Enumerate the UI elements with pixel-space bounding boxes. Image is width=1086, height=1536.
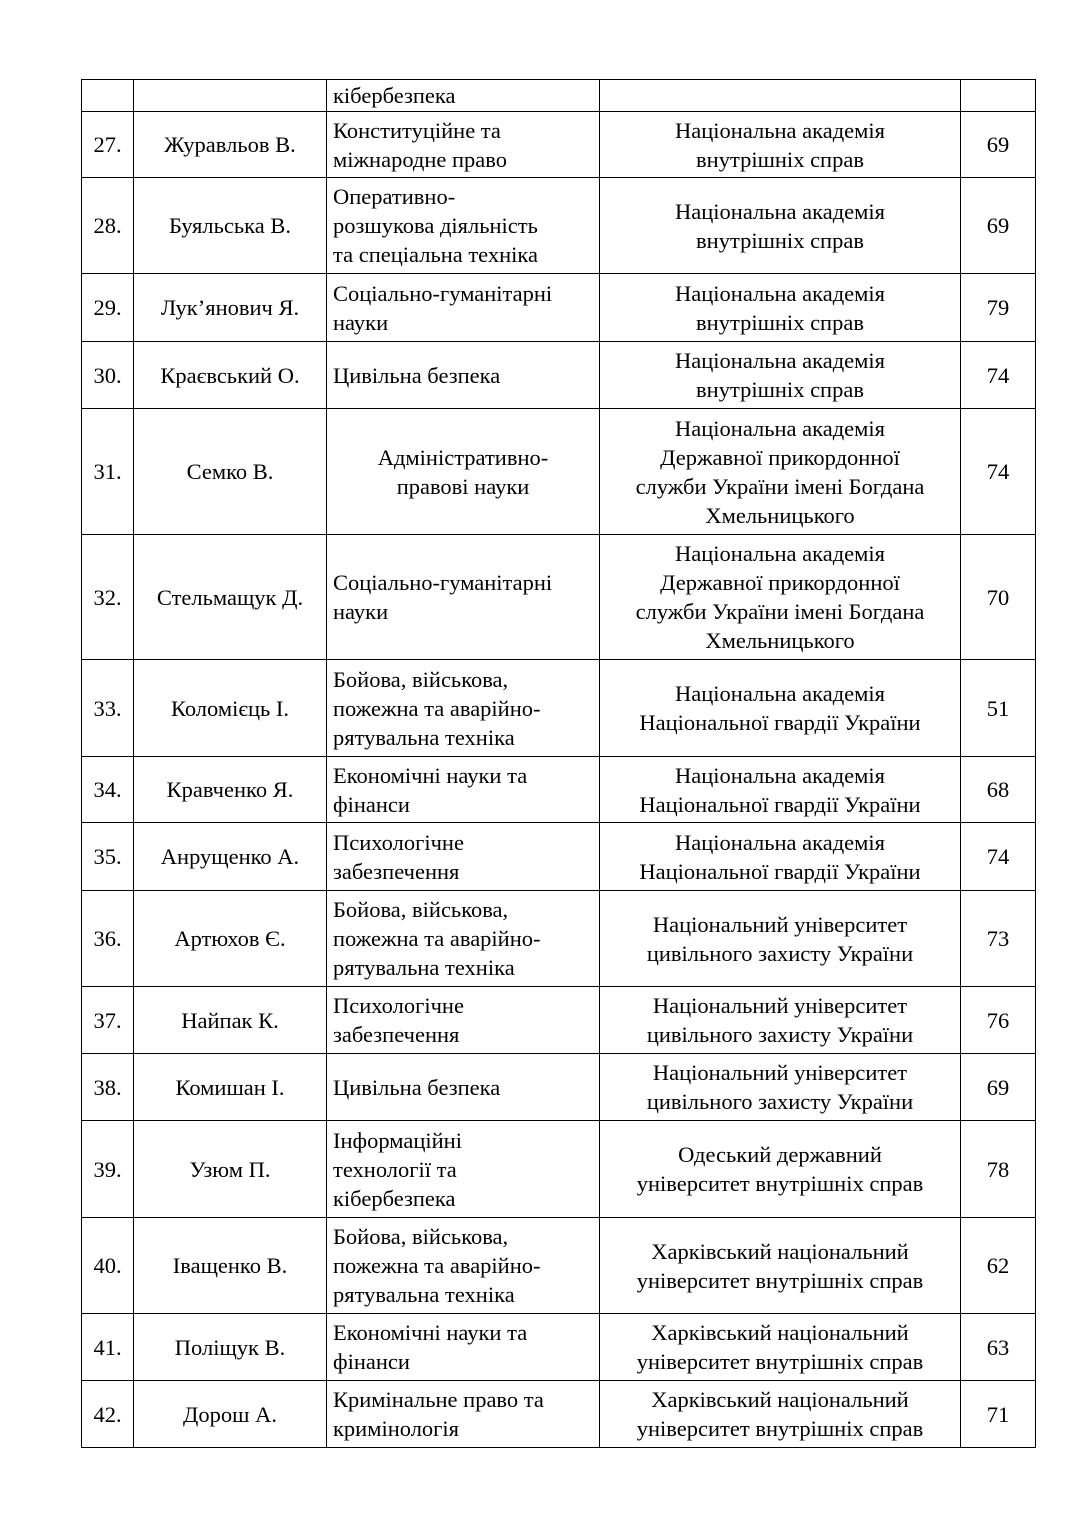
table-row	[82, 823, 1036, 891]
specialty	[327, 891, 600, 987]
student-name: Кравченко Я.	[134, 757, 327, 823]
institution	[600, 891, 961, 987]
score: 73	[961, 891, 1036, 987]
student-name: Лук’янович Я.	[134, 274, 327, 342]
row-number: 35.	[82, 823, 134, 891]
institution-line: університет внутрішніх справ	[636, 1349, 924, 1374]
specialty-line: пожежна та аварійно-	[333, 695, 541, 721]
row-number: 36.	[82, 891, 134, 987]
specialty-line: фінанси	[333, 791, 410, 817]
student-name: Іващенко В.	[134, 1218, 327, 1314]
row-number: 29.	[82, 274, 134, 342]
specialty-line: Цивільна безпека	[333, 1074, 501, 1100]
specialty	[327, 409, 600, 535]
institution-line: Національна академія	[675, 415, 885, 441]
institution-line: Хмельницького	[705, 502, 855, 528]
row-number: 31.	[82, 409, 134, 535]
student-name: Узюм П.	[134, 1121, 327, 1218]
score: 63	[961, 1314, 1036, 1381]
student-name: Поліщук В.	[134, 1314, 327, 1381]
institution-line: Національна академія	[675, 348, 885, 373]
row-number: 38.	[82, 1054, 134, 1121]
table-row	[82, 1218, 1036, 1314]
student-name: Анрущенко А.	[134, 823, 327, 891]
institution-line: Національної гвардії України	[639, 791, 921, 817]
score: 79	[961, 274, 1036, 342]
institution-line: внутрішніх справ	[696, 227, 864, 253]
institution	[600, 1121, 961, 1218]
institution-line: служби України імені Богдана	[635, 599, 925, 624]
row-number: 30.	[82, 342, 134, 409]
institution	[600, 823, 961, 891]
specialty	[327, 757, 600, 823]
institution-line: Національної гвардії України	[639, 710, 921, 735]
institution	[600, 342, 961, 409]
specialty-line: кібербезпека	[333, 83, 456, 108]
institution	[600, 987, 961, 1054]
table-row	[82, 757, 1036, 823]
score: 74	[961, 409, 1036, 535]
institution-line: Національна академія	[675, 198, 885, 224]
student-name: Семко В.	[134, 409, 327, 535]
institution-line: Національна академія	[675, 762, 885, 788]
specialty-line: Психологічне	[333, 993, 464, 1018]
specialty	[327, 1054, 600, 1121]
institution	[600, 1381, 961, 1448]
institution	[600, 1218, 961, 1314]
institution-line: служби України імені Богдана	[635, 473, 925, 499]
specialty	[327, 660, 600, 757]
specialty	[327, 1218, 600, 1314]
specialty	[327, 1314, 600, 1381]
specialty-line: Бойова, військова,	[333, 1224, 509, 1249]
institution-line: Харківський національний	[651, 1387, 909, 1412]
student-name: Буяльська В.	[134, 178, 327, 274]
specialty	[327, 823, 600, 891]
specialty	[327, 535, 600, 660]
score: 69	[961, 1054, 1036, 1121]
specialty-line: розшукова діяльність	[333, 213, 538, 238]
row-number: 33.	[82, 660, 134, 757]
institution-line: університет внутрішніх справ	[636, 1416, 924, 1441]
institution-line: цивільного захисту України	[646, 940, 914, 966]
institution-line: Харківський національний	[651, 1238, 909, 1264]
institution	[600, 80, 961, 112]
institution-line: Національна академія	[675, 541, 885, 566]
institution-line: цивільного захисту України	[646, 1022, 914, 1047]
table-row	[82, 178, 1036, 274]
specialty-line: пожежна та аварійно-	[333, 926, 541, 951]
row-number: 32.	[82, 535, 134, 660]
specialty	[327, 112, 600, 178]
row-number: 41.	[82, 1314, 134, 1381]
institution-line: Національний університет	[652, 1060, 908, 1085]
institution	[600, 1054, 961, 1121]
specialty-line: кримінологія	[333, 1416, 460, 1441]
row-number	[82, 80, 134, 112]
institution	[600, 112, 961, 178]
specialty-line: фінанси	[333, 1349, 410, 1374]
specialty-line: забезпечення	[333, 1022, 460, 1047]
specialty-line: рятувальна техніка	[333, 955, 515, 980]
row-number: 28.	[82, 178, 134, 274]
institution-line: університет внутрішніх справ	[636, 1267, 924, 1293]
specialty	[327, 274, 600, 342]
table-row	[82, 1381, 1036, 1448]
table-row	[82, 80, 1036, 112]
table-row	[82, 1314, 1036, 1381]
specialty-line: технології та	[333, 1156, 457, 1182]
specialty	[327, 80, 600, 112]
row-number: 37.	[82, 987, 134, 1054]
table-row	[82, 987, 1036, 1054]
institution-line: Національний університет	[652, 911, 908, 937]
institution-line: Національна академія	[675, 280, 885, 306]
specialty-line: кібербезпека	[333, 1185, 456, 1211]
table-row	[82, 535, 1036, 660]
institution	[600, 660, 961, 757]
institution	[600, 757, 961, 823]
score: 71	[961, 1381, 1036, 1448]
table-row	[82, 409, 1036, 535]
institution	[600, 178, 961, 274]
specialty	[327, 178, 600, 274]
table-row	[82, 891, 1036, 987]
specialty-line: Бойова, військова,	[333, 666, 509, 692]
specialty-line: Конституційне та	[333, 117, 501, 143]
score: 51	[961, 660, 1036, 757]
institution-line: університет внутрішніх справ	[636, 1171, 924, 1196]
institution-line: Одеський державний	[678, 1142, 882, 1167]
score: 68	[961, 757, 1036, 823]
institution-line: внутрішніх справ	[696, 309, 864, 335]
row-number: 42.	[82, 1381, 134, 1448]
score	[961, 80, 1036, 112]
institution-line: Національна академія	[675, 117, 885, 143]
institution-line: Національної гвардії України	[639, 858, 921, 884]
institution-line: Національний університет	[652, 993, 908, 1018]
specialty	[327, 1381, 600, 1448]
institution-line: Державної прикордонної	[660, 570, 900, 595]
institution-line: Харківський національний	[651, 1320, 909, 1345]
specialty-line: та спеціальна техніка	[333, 242, 538, 267]
specialty-line: Соціально-гуманітарні	[333, 280, 553, 306]
score: 78	[961, 1121, 1036, 1218]
specialty-line: Соціально-гуманітарні	[333, 570, 553, 595]
row-number: 34.	[82, 757, 134, 823]
score: 69	[961, 112, 1036, 178]
score: 74	[961, 823, 1036, 891]
score: 76	[961, 987, 1036, 1054]
specialty-line: Інформаційні	[333, 1127, 462, 1153]
score: 69	[961, 178, 1036, 274]
specialty-line: Психологічне	[333, 829, 464, 855]
specialty	[327, 1121, 600, 1218]
results-table	[81, 79, 1036, 1448]
student-name: Комишан І.	[134, 1054, 327, 1121]
specialty-line: забезпечення	[333, 858, 460, 884]
table-row	[82, 1121, 1036, 1218]
specialty-line: Бойова, військова,	[333, 897, 509, 922]
specialty-line: міжнародне право	[333, 146, 508, 172]
table-row	[82, 112, 1036, 178]
specialty-line: науки	[333, 309, 389, 335]
student-name: Стельмащук Д.	[134, 535, 327, 660]
institution	[600, 274, 961, 342]
institution-line: внутрішніх справ	[696, 377, 864, 402]
institution-line: Хмельницького	[705, 628, 855, 653]
specialty-line: пожежна та аварійно-	[333, 1253, 541, 1278]
student-name: Коломієць І.	[134, 660, 327, 757]
table-row	[82, 274, 1036, 342]
specialty-line: Кримінальне право та	[333, 1387, 544, 1412]
specialty-line: правові науки	[396, 473, 530, 499]
specialty-line: Економічні науки та	[333, 1320, 528, 1345]
score: 62	[961, 1218, 1036, 1314]
row-number: 39.	[82, 1121, 134, 1218]
specialty-line: Економічні науки та	[333, 762, 528, 788]
specialty-line: Цивільна безпека	[333, 362, 501, 388]
student-name: Журавльов В.	[134, 112, 327, 178]
institution-line: Державної прикордонної	[660, 444, 900, 470]
institution-line: внутрішніх справ	[696, 146, 864, 172]
specialty	[327, 342, 600, 409]
table-row	[82, 1054, 1036, 1121]
institution	[600, 1314, 961, 1381]
specialty-line: рятувальна техніка	[333, 1282, 515, 1307]
row-number: 40.	[82, 1218, 134, 1314]
score: 74	[961, 342, 1036, 409]
specialty-line: рятувальна техніка	[333, 724, 515, 750]
student-name: Краєвський О.	[134, 342, 327, 409]
student-name	[134, 80, 327, 112]
institution-line: цивільного захисту України	[646, 1089, 914, 1114]
score: 70	[961, 535, 1036, 660]
institution-line: Національна академія	[675, 681, 885, 706]
student-name: Найпак К.	[134, 987, 327, 1054]
specialty-line: Оперативно-	[333, 184, 456, 209]
row-number: 27.	[82, 112, 134, 178]
institution	[600, 409, 961, 535]
institution	[600, 535, 961, 660]
table-row	[82, 660, 1036, 757]
specialty	[327, 987, 600, 1054]
specialty-line: Адміністративно-	[377, 444, 549, 470]
specialty-line: науки	[333, 599, 389, 624]
results-table-body	[82, 80, 1036, 1448]
institution-line: Національна академія	[675, 829, 885, 855]
student-name: Артюхов Є.	[134, 891, 327, 987]
table-row	[82, 342, 1036, 409]
student-name: Дорош А.	[134, 1381, 327, 1448]
